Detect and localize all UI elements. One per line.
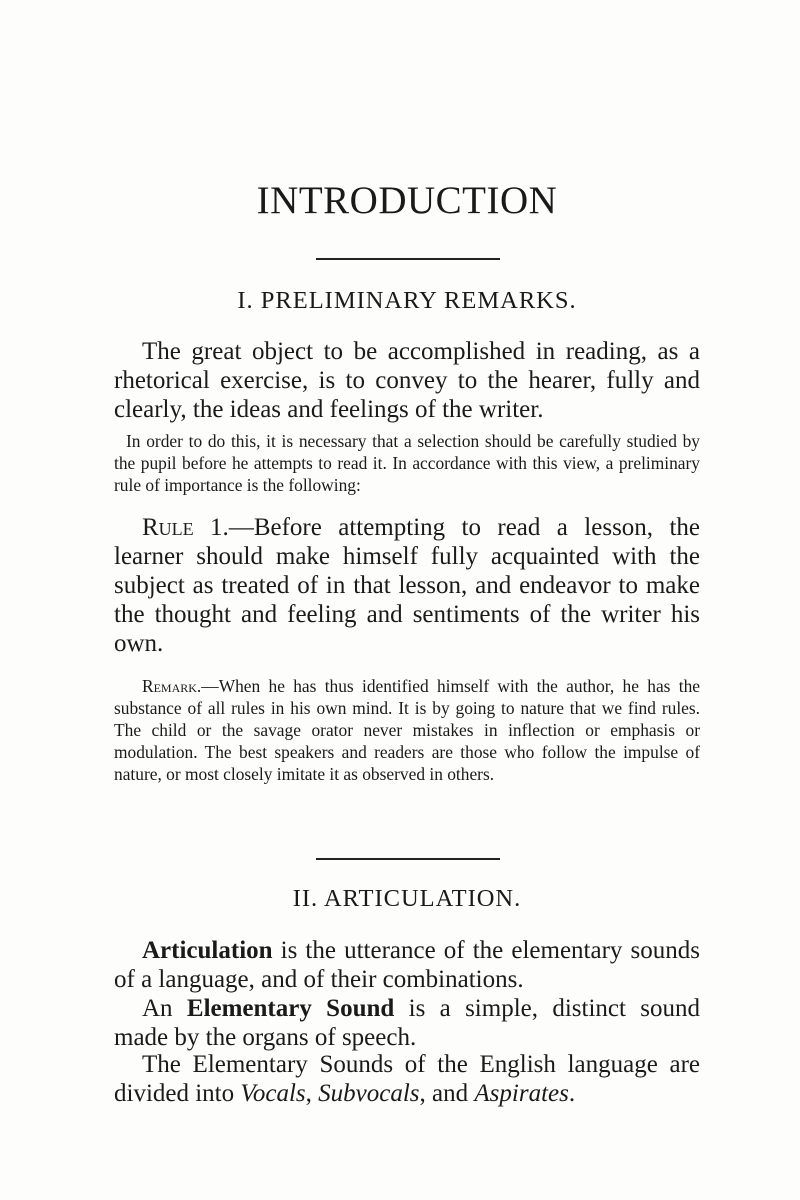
remark-label: Remark. [142,676,202,696]
sound-classes-text: The Elementary Sounds of the English language are divided into [114,1051,700,1107]
remark-paragraph [114,675,700,785]
paragraph-sound-classes [114,1050,700,1108]
rule-text: —Before attempting to read a lesson, the learner should make himself fully acquainted with the subject as treated of in that lesson, and endeavor to make the thought and feeling and sentiments of the writer his own. [114,514,700,657]
section-heading-articulation: II. ARTICULATION. [292,885,522,912]
remark-text: —When he has thus identified himself with the author, he has the substance of all rules in his own mind. It is by going to nature that we find rules. The child or the savage orator never mistakes in inflection or emphasis or modulation. The best speakers and readers are those who follow the impulse of nature, or most closely imitate it as observed in others. [114,676,700,784]
definition-elementary-prefix: An [142,995,187,1022]
title-divider [316,258,500,260]
sep-2: , and [419,1080,475,1107]
sep-1: , [305,1080,319,1107]
section-heading-preliminary: I. PRELIMINARY REMARKS. [237,287,577,314]
definition-elementary-sound [114,994,700,1052]
definition-articulation-text: is the utterance of the elementary sounds of a language, and of their combinations. [114,937,700,993]
section-divider [316,858,500,860]
term-articulation: Articulation [142,937,273,964]
paragraph-great-object: The great object to be accomplished in reading, as a rhetorical exercise, is to convey to the hearer, fully and clearly, the ideas and feelings of the writer. [114,338,700,423]
term-subvocals: Subvocals [318,1080,420,1107]
term-elementary-sound: Elementary Sound [186,995,395,1022]
rule-label: Rule 1. [142,514,229,541]
term-aspirates: Aspirates [474,1080,569,1107]
definition-articulation [114,936,700,994]
term-vocals: Vocals [240,1080,306,1107]
end-period: . [568,1080,576,1107]
definition-elementary-text: is a simple, distinct sound made by the organs of speech. [114,995,700,1051]
paragraph-in-order: In order to do this, it is necessary that a selection should be carefully studied by the pupil before he attempts to read it. In accordance with this view, a preliminary rule of importance is the following: [114,431,700,495]
rule-1-paragraph [114,513,700,658]
page-title: INTRODUCTION [256,179,558,222]
